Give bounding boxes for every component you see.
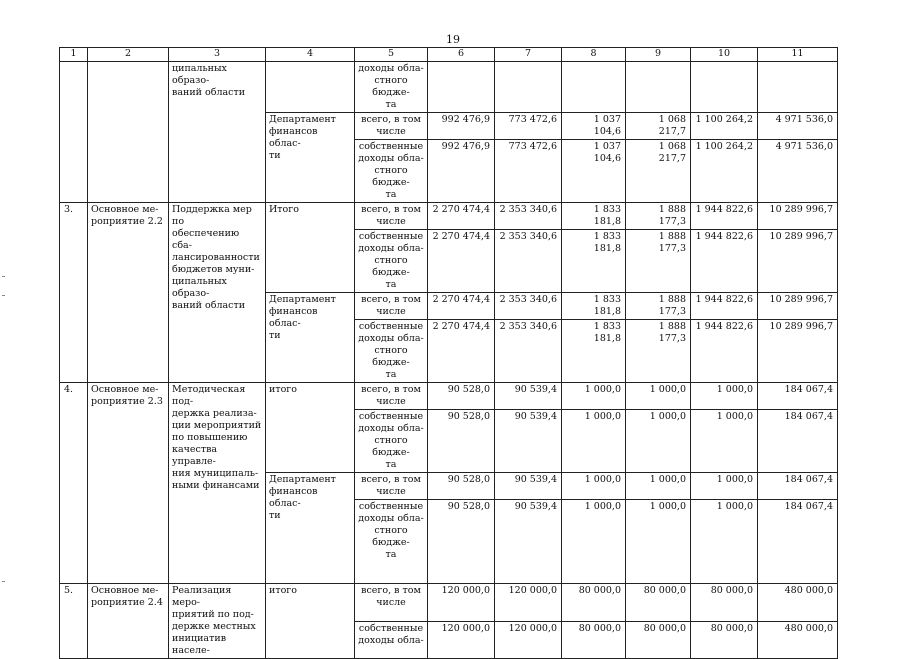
amount-cell: 4 971 536,0 <box>758 113 838 140</box>
amount-cell: 1 000,0 <box>626 473 691 500</box>
funding-source-cell: собственные доходы обла- стного бюдже- та <box>355 320 428 383</box>
amount-cell: 120 000,0 <box>495 621 562 659</box>
row-number-cell: 5. <box>60 584 88 659</box>
amount-cell: 1 000,0 <box>562 473 626 500</box>
responsible-cell: Департамент финансов облас- ти <box>266 473 355 584</box>
amount-cell: 90 539,4 <box>495 500 562 584</box>
column-number: 1 <box>60 48 88 62</box>
amount-cell: 10 289 996,7 <box>758 203 838 230</box>
column-number: 2 <box>88 48 169 62</box>
amount-cell: 90 539,4 <box>495 410 562 473</box>
amount-cell: 1 833 181,8 <box>562 293 626 320</box>
column-number: 3 <box>169 48 266 62</box>
amount-cell: 1 000,0 <box>562 500 626 584</box>
column-number-row <box>60 48 838 62</box>
funding-source-cell: всего, в том числе <box>355 383 428 410</box>
amount-cell: 1 000,0 <box>562 410 626 473</box>
amount-cell: 1 100 264,2 <box>691 140 758 203</box>
amount-cell: 1 000,0 <box>691 383 758 410</box>
amount-cell <box>428 62 495 113</box>
event-name-cell: Основное ме- роприятие 2.3 <box>88 383 169 584</box>
amount-cell <box>758 62 838 113</box>
page-number: 19 <box>446 33 460 46</box>
table-body <box>60 62 838 659</box>
funding-source-cell: всего, в том числе <box>355 293 428 320</box>
amount-cell <box>691 62 758 113</box>
amount-cell: 1 833 181,8 <box>562 230 626 293</box>
event-description-cell: ципальных образо- ваний области <box>169 62 266 203</box>
column-number: 5 <box>355 48 428 62</box>
amount-cell: 120 000,0 <box>428 621 495 659</box>
amount-cell: 1 068 217,7 <box>626 140 691 203</box>
responsible-cell <box>266 62 355 113</box>
event-description-cell: Методическая под- держка реализа- ции мероприятий по повышению качества управле- ния муниципаль- ными финансами <box>169 383 266 584</box>
funding-source-cell: всего, в том числе <box>355 584 428 622</box>
amount-cell: 80 000,0 <box>562 621 626 659</box>
responsible-cell: Итого <box>266 203 355 293</box>
amount-cell: 1 888 177,3 <box>626 203 691 230</box>
amount-cell: 80 000,0 <box>691 584 758 622</box>
amount-cell: 1 944 822,6 <box>691 203 758 230</box>
amount-cell: 773 472,6 <box>495 113 562 140</box>
amount-cell: 773 472,6 <box>495 140 562 203</box>
amount-cell: 1 000,0 <box>691 473 758 500</box>
amount-cell: 1 037 104,6 <box>562 113 626 140</box>
amount-cell: 80 000,0 <box>626 621 691 659</box>
funding-source-cell: собственные доходы обла- стного бюдже- та <box>355 230 428 293</box>
table-row <box>60 62 838 113</box>
amount-cell: 10 289 996,7 <box>758 320 838 383</box>
amount-cell: 992 476,9 <box>428 140 495 203</box>
amount-cell: 184 067,4 <box>758 383 838 410</box>
column-number: 10 <box>691 48 758 62</box>
amount-cell: 1 833 181,8 <box>562 320 626 383</box>
amount-cell: 480 000,0 <box>758 584 838 622</box>
column-number: 4 <box>266 48 355 62</box>
amount-cell: 120 000,0 <box>495 584 562 622</box>
amount-cell: 80 000,0 <box>691 621 758 659</box>
amount-cell: 1 000,0 <box>626 500 691 584</box>
event-name-cell <box>88 62 169 203</box>
budget-table <box>59 47 838 659</box>
amount-cell: 80 000,0 <box>562 584 626 622</box>
amount-cell: 1 100 264,2 <box>691 113 758 140</box>
column-number: 6 <box>428 48 495 62</box>
amount-cell: 992 476,9 <box>428 113 495 140</box>
row-number-cell: 3. <box>60 203 88 383</box>
amount-cell: 2 353 340,6 <box>495 230 562 293</box>
amount-cell: 1 944 822,6 <box>691 320 758 383</box>
amount-cell: 90 528,0 <box>428 500 495 584</box>
column-number: 9 <box>626 48 691 62</box>
amount-cell: 1 833 181,8 <box>562 203 626 230</box>
funding-source-cell: собственные доходы обла- <box>355 621 428 659</box>
amount-cell: 1 000,0 <box>626 410 691 473</box>
table-row <box>60 203 838 230</box>
funding-source-cell: собственные доходы обла- стного бюдже- та <box>355 140 428 203</box>
table-row <box>60 383 838 410</box>
amount-cell: 1 888 177,3 <box>626 320 691 383</box>
amount-cell: 1 888 177,3 <box>626 293 691 320</box>
funding-source-cell: собственные доходы обла- стного бюдже- та <box>355 410 428 473</box>
responsible-cell: Департамент финансов облас- ти <box>266 293 355 383</box>
amount-cell: 4 971 536,0 <box>758 140 838 203</box>
amount-cell: 2 353 340,6 <box>495 203 562 230</box>
funding-source-cell: собственные доходы обла- стного бюдже- та <box>355 500 428 584</box>
amount-cell: 480 000,0 <box>758 621 838 659</box>
amount-cell <box>626 62 691 113</box>
row-number-cell <box>60 62 88 203</box>
amount-cell: 1 000,0 <box>691 500 758 584</box>
amount-cell: 2 270 474,4 <box>428 320 495 383</box>
amount-cell: 184 067,4 <box>758 473 838 500</box>
funding-source-cell: всего, в том числе <box>355 203 428 230</box>
amount-cell: 90 528,0 <box>428 473 495 500</box>
event-name-cell: Основное ме- роприятие 2.2 <box>88 203 169 383</box>
row-number-cell: 4. <box>60 383 88 584</box>
amount-cell: 120 000,0 <box>428 584 495 622</box>
amount-cell: 90 528,0 <box>428 410 495 473</box>
column-number: 11 <box>758 48 838 62</box>
amount-cell: 1 000,0 <box>691 410 758 473</box>
amount-cell: 80 000,0 <box>626 584 691 622</box>
amount-cell <box>495 62 562 113</box>
amount-cell: 1 888 177,3 <box>626 230 691 293</box>
responsible-cell: итого <box>266 383 355 473</box>
amount-cell: 1 000,0 <box>626 383 691 410</box>
scan-edge-mark <box>2 276 5 277</box>
amount-cell: 1 037 104,6 <box>562 140 626 203</box>
amount-cell: 2 353 340,6 <box>495 293 562 320</box>
amount-cell: 2 353 340,6 <box>495 320 562 383</box>
responsible-cell: Департамент финансов облас- ти <box>266 113 355 203</box>
event-name-cell: Основное ме- роприятие 2.4 <box>88 584 169 659</box>
amount-cell: 2 270 474,4 <box>428 203 495 230</box>
amount-cell: 10 289 996,7 <box>758 230 838 293</box>
funding-source-cell: доходы обла- стного бюдже- та <box>355 62 428 113</box>
amount-cell: 184 067,4 <box>758 410 838 473</box>
amount-cell: 1 068 217,7 <box>626 113 691 140</box>
scan-edge-mark <box>2 295 5 296</box>
amount-cell <box>562 62 626 113</box>
event-description-cell: Поддержка мер по обеспечению сба- лансированности бюджетов муни- ципальных образо- ваний области <box>169 203 266 383</box>
scan-edge-mark <box>2 581 5 582</box>
responsible-cell: итого <box>266 584 355 659</box>
funding-source-cell: всего, в том числе <box>355 113 428 140</box>
amount-cell: 1 944 822,6 <box>691 230 758 293</box>
table-row <box>60 584 838 622</box>
column-number: 7 <box>495 48 562 62</box>
amount-cell: 1 944 822,6 <box>691 293 758 320</box>
amount-cell: 1 000,0 <box>562 383 626 410</box>
amount-cell: 10 289 996,7 <box>758 293 838 320</box>
amount-cell: 2 270 474,4 <box>428 230 495 293</box>
funding-source-cell: всего, в том числе <box>355 473 428 500</box>
event-description-cell: Реализация меро- приятий по под- держке местных инициатив населе- <box>169 584 266 659</box>
amount-cell: 184 067,4 <box>758 500 838 584</box>
amount-cell: 90 539,4 <box>495 473 562 500</box>
amount-cell: 2 270 474,4 <box>428 293 495 320</box>
amount-cell: 90 539,4 <box>495 383 562 410</box>
column-number: 8 <box>562 48 626 62</box>
amount-cell: 90 528,0 <box>428 383 495 410</box>
